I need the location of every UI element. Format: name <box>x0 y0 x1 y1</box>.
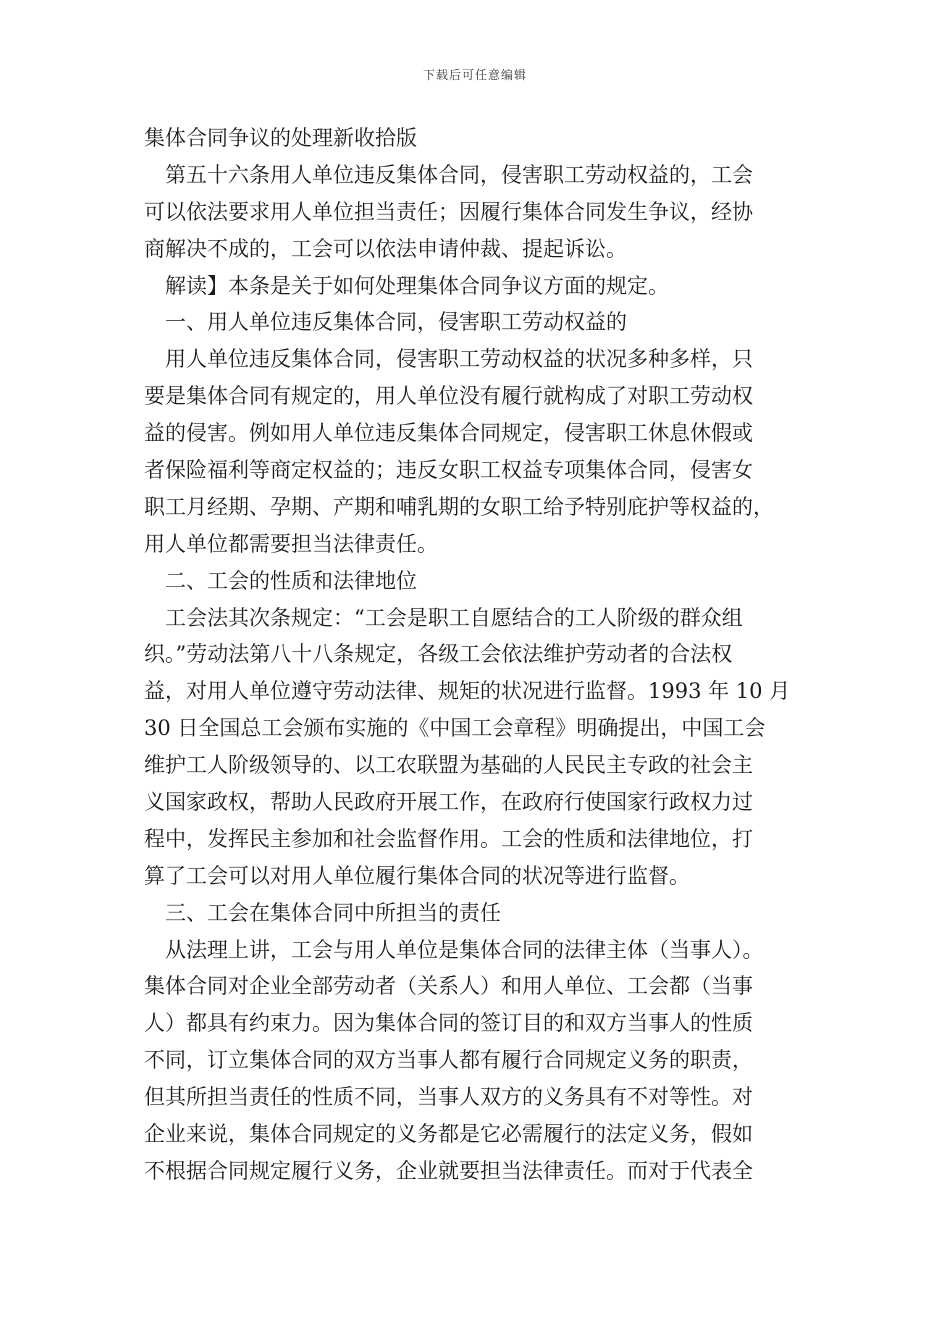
text-line: 益的侵害。例如用人单位违反集体合同规定，侵害职工休息休假或 <box>144 421 753 446</box>
text-line: 益，对用人单位遵守劳动法律、规矩的状况进行监督。1993 年 10 月 <box>144 679 791 704</box>
text-line: 人）都具有约束力。因为集体合同的签订目的和双方当事人的性质 <box>144 1011 753 1036</box>
text-line: 不根据合同规定履行义务，企业就要担当法律责任。而对于代表全 <box>144 1158 753 1183</box>
text-line: 者保险福利等商定权益的；违反女职工权益专项集体合同，侵害女 <box>144 458 753 483</box>
text-line: 第五十六条用人单位违反集体合同，侵害职工劳动权益的，工会 <box>165 162 753 187</box>
text-line: 解读】本条是关于如何处理集体合同争议方面的规定。 <box>165 273 669 298</box>
text-line: 但其所担当责任的性质不同，当事人双方的义务具有不对等性。对 <box>144 1085 753 1110</box>
text-line: 不同，订立集体合同的双方当事人都有履行合同规定义务的职责， <box>144 1048 753 1073</box>
text-line: 二、工会的性质和法律地位 <box>165 568 417 593</box>
text-line: 从法理上讲，工会与用人单位是集体合同的法律主体（当事人）。 <box>165 937 764 962</box>
text-line: 30 日全国总工会颁布实施的《中国工会章程》明确提出，中国工会 <box>144 716 766 741</box>
text-line: 算了工会可以对用人单位履行集体合同的状况等进行监督。 <box>144 863 690 888</box>
document-body <box>144 120 804 1190</box>
document-title: 集体合同争议的处理新收拾版 <box>144 126 417 150</box>
text-line: 义国家政权，帮助人民政府开展工作，在政府行使国家行政权力过 <box>144 790 753 815</box>
text-line: 用人单位违反集体合同，侵害职工劳动权益的状况多种多样，只 <box>165 347 753 372</box>
text-line: 可以依法要求用人单位担当责任；因履行集体合同发生争议，经协 <box>144 199 753 224</box>
text-line: 商解决不成的，工会可以依法申请仲裁、提起诉讼。 <box>144 236 627 261</box>
text-line: 维护工人阶级领导的、以工农联盟为基础的人民民主专政的社会主 <box>144 753 753 778</box>
text-line: 织。”劳动法第八十八条规定，各级工会依法维护劳动者的合法权 <box>144 642 733 667</box>
text-line: 用人单位都需要担当法律责任。 <box>144 531 438 556</box>
text-line: 一、用人单位违反集体合同，侵害职工劳动权益的 <box>165 310 627 335</box>
header-note: 下载后可任意编辑 <box>422 68 527 82</box>
text-line: 职工月经期、孕期、产期和哺乳期的女职工给予特别庇护等权益的， <box>144 494 774 519</box>
text-line: 要是集体合同有规定的，用人单位没有履行就构成了对职工劳动权 <box>144 384 753 409</box>
text-line: 程中，发挥民主参加和社会监督作用。工会的性质和法律地位，打 <box>144 826 753 851</box>
text-line: 企业来说，集体合同规定的义务都是它必需履行的法定义务，假如 <box>144 1122 753 1147</box>
text-line: 工会法其次条规定：“工会是职工自愿结合的工人阶级的群众组 <box>165 605 743 630</box>
text-line: 三、工会在集体合同中所担当的责任 <box>165 900 501 925</box>
text-line: 集体合同对企业全部劳动者（关系人）和用人单位、工会都（当事 <box>144 974 753 999</box>
